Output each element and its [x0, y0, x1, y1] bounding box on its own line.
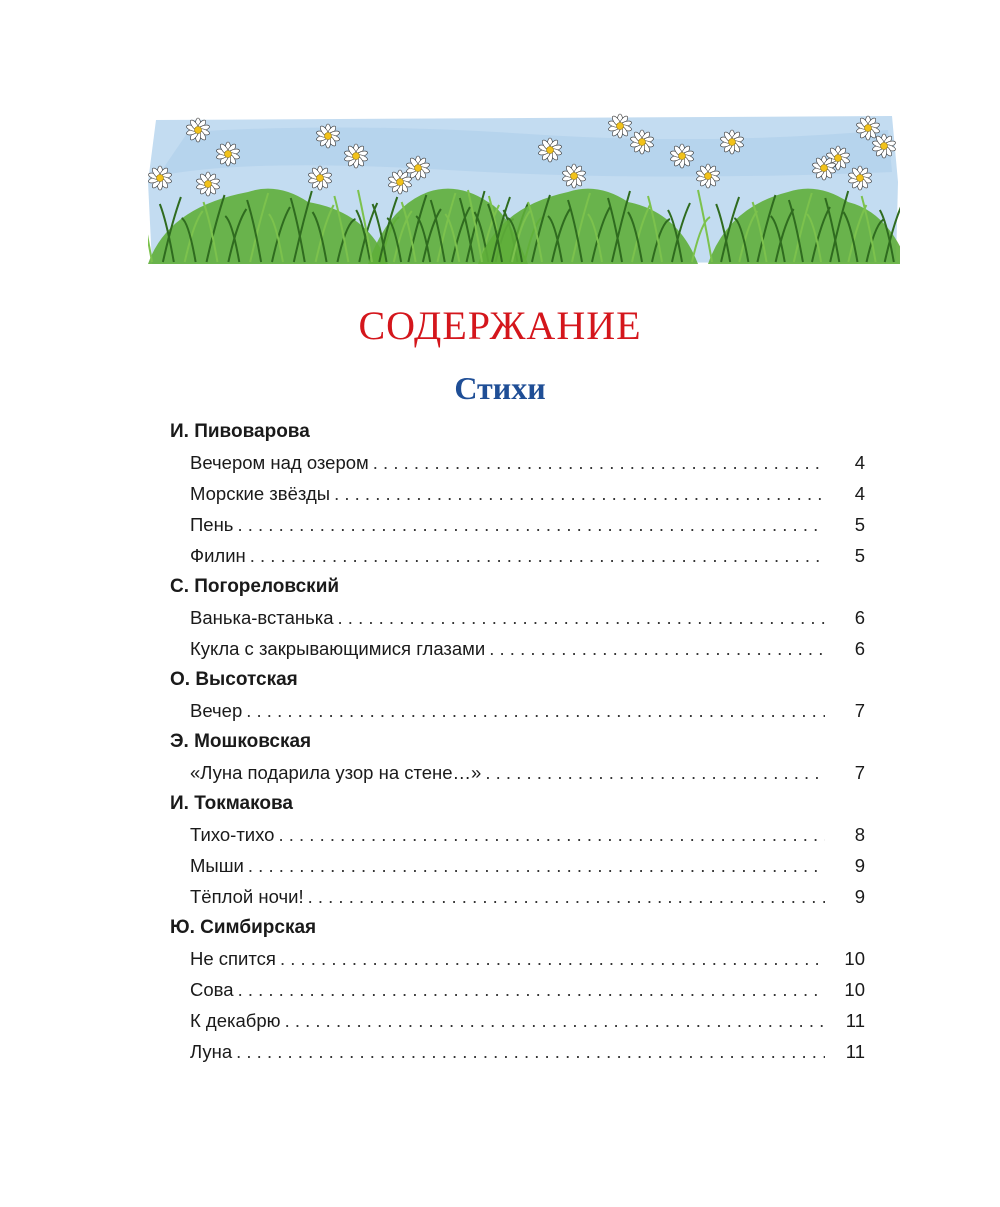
entry-title: Луна: [190, 1041, 233, 1062]
toc-entry[interactable]: [170, 1005, 865, 1036]
toc-entry[interactable]: [170, 819, 865, 850]
entry-title: Ванька-встанька: [190, 607, 334, 628]
toc-entry[interactable]: [170, 757, 865, 788]
dot-leader: [236, 1036, 825, 1067]
page-number: 10: [844, 979, 865, 1000]
author-heading: О. Высотская: [170, 669, 298, 690]
page-title: СОДЕРЖАНИЕ: [358, 303, 642, 348]
entry-title: Кукла с закрывающимися глазами: [190, 638, 486, 659]
page-number: 4: [854, 483, 865, 504]
table-of-contents: [170, 416, 865, 1067]
entry-title: Тёплой ночи!: [190, 886, 304, 907]
toc-entry[interactable]: [170, 633, 865, 664]
page-number: 7: [854, 700, 865, 721]
entry-title: Пень: [190, 514, 234, 535]
author-heading: С. Погореловский: [170, 576, 340, 597]
toc-entry[interactable]: [170, 447, 865, 478]
dot-leader: [237, 509, 825, 540]
entry-title: К декабрю: [190, 1010, 281, 1031]
page-number: 6: [854, 607, 865, 628]
dot-leader: [338, 602, 825, 633]
toc-entry[interactable]: [170, 478, 865, 509]
dot-leader: [485, 757, 825, 788]
page-number: 4: [854, 452, 865, 473]
page-number: 5: [854, 514, 865, 535]
page-number: 7: [854, 762, 865, 783]
page-number: 9: [854, 886, 865, 907]
dot-leader: [246, 695, 825, 726]
page-number: 9: [854, 855, 865, 876]
entry-title: Тихо-тихо: [190, 824, 275, 845]
toc-entry[interactable]: [170, 974, 865, 1005]
page-number: 11: [845, 1041, 865, 1062]
dot-leader: [248, 850, 825, 881]
entry-title: Филин: [190, 545, 246, 566]
entry-title: «Луна подарила узор на стене…»: [190, 762, 482, 783]
entry-title: Морские звёзды: [190, 483, 331, 504]
dot-leader: [308, 881, 825, 912]
author-heading: И. Пивоварова: [170, 421, 310, 442]
entry-title: Вечер: [190, 700, 243, 721]
page-number: 11: [845, 1010, 865, 1031]
toc-entry[interactable]: [170, 509, 865, 540]
toc-entry[interactable]: [170, 881, 865, 912]
toc-entry[interactable]: [170, 850, 865, 881]
dot-leader: [489, 633, 825, 664]
entry-title: Мыши: [190, 855, 244, 876]
section-subtitle: Стихи: [454, 370, 546, 406]
dot-leader: [373, 447, 825, 478]
toc-entry[interactable]: [170, 1036, 865, 1067]
grass-and-daisies-illustration: [148, 112, 900, 272]
toc-entry[interactable]: [170, 540, 865, 571]
dot-leader: [250, 540, 825, 571]
author-heading: Э. Мошковская: [170, 731, 312, 752]
page-number: 8: [854, 824, 865, 845]
dot-leader: [280, 943, 825, 974]
toc-entry[interactable]: [170, 695, 865, 726]
entry-title: Вечером над озером: [190, 452, 369, 473]
dot-leader: [285, 1005, 825, 1036]
author-heading: Ю. Симбирская: [170, 917, 317, 938]
entry-title: Сова: [190, 979, 234, 1000]
page-number: 5: [854, 545, 865, 566]
dot-leader: [278, 819, 825, 850]
dot-leader: [238, 974, 825, 1005]
entry-title: Не спится: [190, 948, 276, 969]
toc-entry[interactable]: [170, 943, 865, 974]
dot-leader: [334, 478, 825, 509]
page-number: 6: [854, 638, 865, 659]
toc-entry[interactable]: [170, 602, 865, 633]
author-heading: И. Токмакова: [170, 793, 293, 814]
page-number: 10: [844, 948, 865, 969]
